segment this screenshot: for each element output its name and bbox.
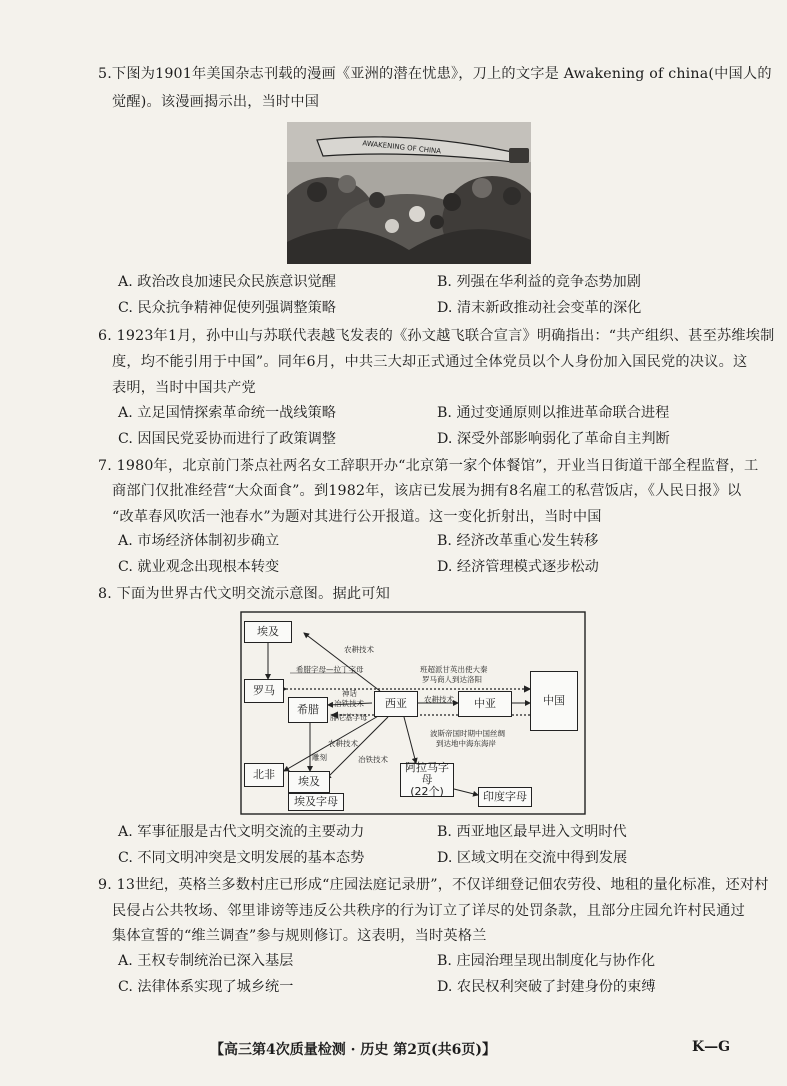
q6-stem-line3: 表明，当时中国共产党 bbox=[112, 380, 256, 396]
node-north-africa: 北非 bbox=[244, 763, 284, 787]
node-aramaic-label: 阿拉马字母 bbox=[405, 761, 449, 786]
footer-code: K—G bbox=[692, 1039, 731, 1055]
label-ban-chao: 班超派甘英出使大秦 bbox=[420, 665, 488, 674]
q9-stem-line3: 集体宣誓的“维兰调查”参与规则修订。这表明，当时英格兰 bbox=[112, 928, 487, 944]
q5-option-c[interactable]: C. 民众抗争精神促使列强调整策略 bbox=[118, 300, 336, 316]
node-aramaic-count: (22个) bbox=[410, 785, 444, 798]
q6-option-c[interactable]: C. 因国民党妥协而进行了政策调整 bbox=[118, 431, 336, 447]
q9-option-b[interactable]: B. 庄园治理呈现出制度化与协作化 bbox=[437, 953, 656, 969]
q7-option-d[interactable]: D. 经济管理模式逐步松动 bbox=[437, 559, 599, 575]
q9-option-d[interactable]: D. 农民权利突破了封建身份的束缚 bbox=[437, 979, 656, 995]
q6-option-d[interactable]: D. 深受外部影响弱化了革命自主判断 bbox=[437, 431, 670, 447]
label-farming-1: 农耕技术 bbox=[344, 645, 374, 654]
label-farming-3: 农耕技术 bbox=[328, 739, 358, 748]
q5-stem-line1: 5.下图为1901年美国杂志刊载的漫画《亚洲的潜在忧患》，刀上的文字是 Awakening of china(中国人的 bbox=[98, 66, 772, 82]
q5-option-b[interactable]: B. 列强在华利益的竞争态势加剧 bbox=[437, 274, 641, 290]
civilization-exchange-diagram bbox=[240, 611, 586, 815]
q8-option-a[interactable]: A. 军事征服是古代文明交流的主要动力 bbox=[118, 824, 365, 840]
q5-stem-line2: 觉醒)。该漫画揭示出，当时中国 bbox=[112, 94, 320, 110]
q6-stem-line2: 度，均不能引用于中国”。同年6月，中共三大却正式通过全体党员以个人身份加入国民党的决议。这 bbox=[112, 354, 748, 370]
node-indian-script: 印度字母 bbox=[478, 787, 532, 807]
q7-option-a[interactable]: A. 市场经济体制初步确立 bbox=[118, 533, 280, 549]
label-silk-road-2: 到达地中海东海岸 bbox=[436, 739, 496, 748]
q5-option-d[interactable]: D. 清末新政推动社会变革的深化 bbox=[437, 300, 642, 316]
q9-option-a[interactable]: A. 王权专制统治已深入基层 bbox=[118, 953, 294, 969]
q9-stem-line1: 9. 13世纪，英格兰多数村庄已形成“庄园法庭记录册”，不仅详细登记佃农劳役、地租的量化标准，还对村 bbox=[98, 877, 769, 893]
node-rome: 罗马 bbox=[244, 679, 284, 703]
q9-stem-line2: 民侵占公共牧场、邻里诽谤等违反公共秩序的行为订立了详尽的处罚条款，且部分庄园允许村民通过 bbox=[112, 903, 746, 919]
label-farming-2: 农耕技术 bbox=[424, 695, 454, 704]
cartoon-image bbox=[287, 122, 531, 264]
node-egypt-script: 埃及字母 bbox=[288, 793, 344, 811]
node-west-asia: 西亚 bbox=[374, 691, 418, 717]
q8-option-c[interactable]: C. 不同文明冲突是文明发展的基本态势 bbox=[118, 850, 365, 866]
cartoon-drawing bbox=[287, 122, 531, 264]
q7-stem-line2: 商部门仅批准经营“大众面食”。到1982年，该店已发展为拥有8名雇工的私营饭店，《人民日报》以 bbox=[112, 483, 742, 499]
node-central-asia: 中亚 bbox=[458, 691, 512, 717]
q7-option-b[interactable]: B. 经济改革重心发生转移 bbox=[437, 533, 599, 549]
label-iron-2: 冶铁技术 bbox=[358, 755, 388, 764]
q7-stem-line1: 7. 1980年，北京前门茶点社两名女工辞职开办“北京第一家个体餐馆”，开业当日街道干部全程监督，工 bbox=[98, 458, 759, 474]
sword-text: AWAKENING OF CHINA bbox=[362, 139, 442, 156]
label-phoenician: 腓尼基字母 bbox=[330, 713, 368, 722]
q7-option-c[interactable]: C. 就业观念出现根本转变 bbox=[118, 559, 280, 575]
q7-stem-line3: “改革春风吹活一池春水”为题对其进行公开报道。这一变化折射出，当时中国 bbox=[112, 509, 602, 525]
q5-option-a[interactable]: A. 政治改良加速民众民族意识觉醒 bbox=[118, 274, 336, 290]
q6-stem-line1: 6. 1923年1月，孙中山与苏联代表越飞发表的《孙文越飞联合宣言》明确指出：“共产组织、甚至苏维埃制 bbox=[98, 328, 775, 344]
q8-stem: 8. 下面为世界古代文明交流示意图。据此可知 bbox=[98, 586, 391, 602]
q8-option-b[interactable]: B. 西亚地区最早进入文明时代 bbox=[437, 824, 627, 840]
q8-option-d[interactable]: D. 区域文明在交流中得到发展 bbox=[437, 850, 628, 866]
node-greece: 希腊 bbox=[288, 697, 328, 723]
label-silk-road-1: 波斯帝国时期中国丝绸 bbox=[430, 729, 505, 738]
label-iron-1: 冶铁技术 bbox=[334, 699, 364, 708]
q6-option-a[interactable]: A. 立足国情探索革命统一战线策略 bbox=[118, 405, 336, 421]
q6-option-b[interactable]: B. 通过变通原则以推进革命联合进程 bbox=[437, 405, 670, 421]
node-china: 中国 bbox=[530, 671, 578, 731]
label-myth: 神话 bbox=[342, 689, 357, 698]
q9-option-c[interactable]: C. 法律体系实现了城乡统一 bbox=[118, 979, 294, 995]
node-egypt-bottom: 埃及 bbox=[288, 771, 330, 793]
footer-title: 【高三第4次质量检测 · 历史 第2页(共6页)】 bbox=[210, 1042, 496, 1058]
node-egypt-top: 埃及 bbox=[244, 621, 292, 643]
label-greek-latin: 希腊字母—拉丁字母 bbox=[296, 665, 364, 674]
node-aramaic bbox=[400, 763, 454, 797]
label-roman-merchants: 罗马商人到达洛阳 bbox=[422, 675, 482, 684]
label-sculpture: 雕刻 bbox=[312, 753, 327, 762]
